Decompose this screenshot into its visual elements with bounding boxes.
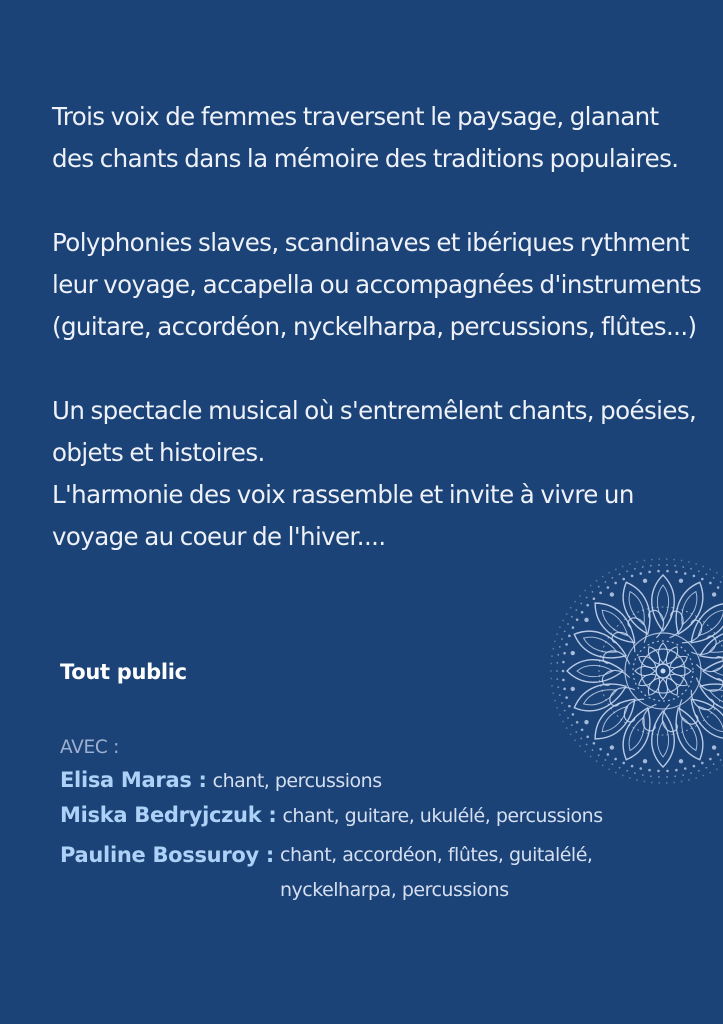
text-line: Un spectacle musical où s'entremêlent chants, poésies,: [52, 396, 697, 425]
paragraph-1: [52, 96, 692, 180]
text-line: leur voyage, accapella ou accompagnées d'instruments: [52, 270, 702, 299]
cast-member: [60, 838, 603, 901]
cast-member-name: Miska Bedryjczuk :: [60, 803, 277, 827]
cast-member-roles: chant, percussions: [212, 770, 382, 792]
cast-member: [60, 768, 603, 803]
cast-member-roles: [280, 838, 592, 908]
cast-member-role-line: nyckelharpa, percussions: [280, 879, 509, 901]
paragraph-3: [52, 390, 697, 558]
cast-list: [60, 768, 603, 901]
text-line: (guitare, accordéon, nyckelharpa, percussions, flûtes...): [52, 312, 697, 341]
text-line: L'harmonie des voix rassemble et invite à vivre un: [52, 480, 634, 509]
cast-member-role-line: chant, accordéon, flûtes, guitalélé,: [280, 844, 593, 866]
paragraph-2: [52, 222, 702, 348]
text-line: voyage au coeur de l'hiver....: [52, 522, 386, 551]
text-line: objets et histoires.: [52, 438, 265, 467]
text-line: Polyphonies slaves, scandinaves et ibériques rythment: [52, 228, 689, 257]
intro-text: [52, 96, 702, 558]
cast-member-roles: chant, guitare, ukulélé, percussions: [282, 805, 603, 827]
cast-member: [60, 803, 603, 838]
text-line: des chants dans la mémoire des traditions populaires.: [52, 144, 679, 173]
audience-label: Tout public: [60, 660, 187, 684]
snowflake-mandala-icon: [548, 556, 723, 786]
avec-label: AVEC :: [60, 737, 120, 758]
text-line: Trois voix de femmes traversent le paysage, glanant: [52, 102, 659, 131]
cast-member-name: Elisa Maras :: [60, 768, 207, 792]
cast-member-name: Pauline Bossuroy :: [60, 843, 275, 867]
